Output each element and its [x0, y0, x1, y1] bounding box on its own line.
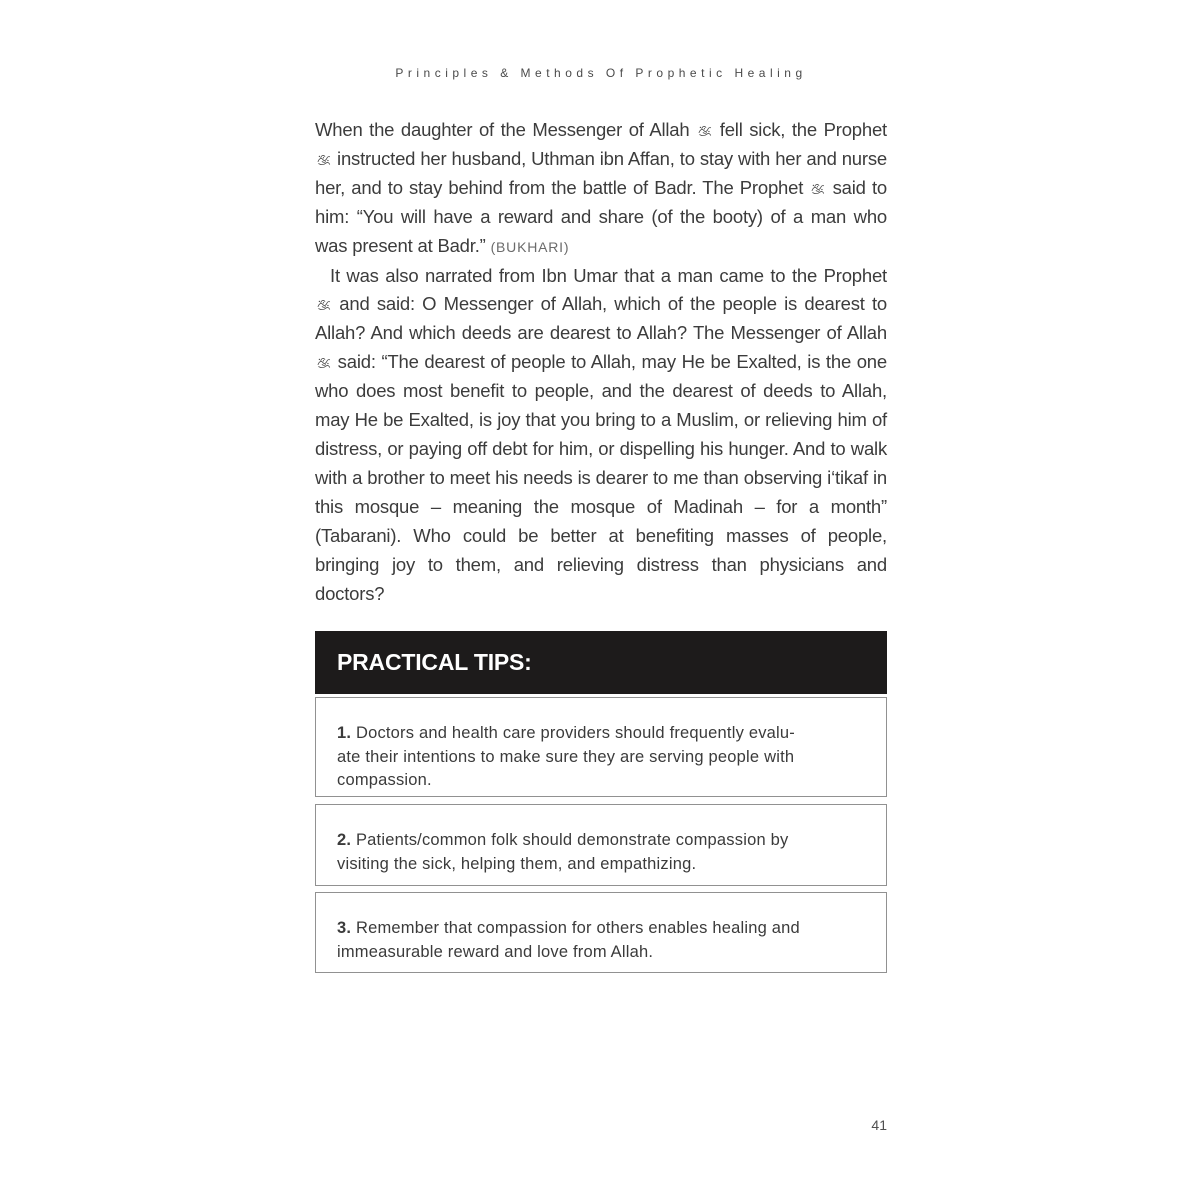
running-header: Principles & Methods Of Prophetic Healing: [395, 66, 807, 80]
body-paragraph-1: [315, 116, 887, 262]
text-line: [337, 722, 866, 746]
text-line: [337, 917, 866, 941]
page-number: 41: [871, 1117, 887, 1133]
text-run: It was also narrated from Ibn Umar that a man came to the Prophet: [330, 264, 887, 286]
text-run: Remember that compassion for others enables healing and: [351, 919, 800, 937]
text-run: Patients/common folk should demonstrate compassion by: [351, 831, 789, 849]
text-run: Doctors and health care providers should frequently evalu-: [351, 724, 795, 742]
text-run: said to him: “You will have a reward and share (of the booty) of a man who was present at Badr.”: [315, 176, 887, 256]
pbuh-icon: [316, 153, 331, 166]
text-line: [337, 746, 866, 770]
practical-tips-header-bar: [315, 631, 887, 694]
text-line: [337, 769, 866, 793]
tip-item-1: [315, 697, 887, 797]
pbuh-icon: [810, 182, 825, 195]
tip-number: 1.: [337, 724, 352, 742]
body-text-block: [315, 116, 887, 608]
text-run: ate their intentions to make sure they are serving people with: [337, 747, 795, 766]
text-line: [337, 829, 866, 853]
text-line: [337, 853, 866, 877]
text-line: [337, 941, 866, 965]
tip-number: 2.: [337, 831, 352, 849]
text-run: immeasurable reward and love from Allah.: [337, 942, 654, 961]
tip-item-2: [315, 804, 887, 886]
tip-number: 3.: [337, 919, 352, 937]
tip-item-3: [315, 892, 887, 973]
text-run: and said: O Messenger of Allah, which of the people is dearest to Allah? And which deeds are dearest to Allah? The Messenger of Allah: [315, 293, 887, 344]
text-run: visiting the sick, helping them, and empathizing.: [337, 854, 697, 873]
text-run: fell sick, the Prophet: [713, 119, 888, 140]
text-run: said: “The dearest of people to Allah, may He be Exalted, is the one who does most benefit to people, and the dearest of deeds to Allah, may He be Exalted, is joy that you bring to a Muslim, or relieving him of distress, or paying off debt for him, or dispelling his hunger. And to walk with a brother to meet his needs is dearer to me than observing i‘tikaf in this mosque – meaning the mosque of Madinah – for a month” (Tabarani). Who could be better at benefiting masses of people, bringing joy to them, and relieving distress than physicians and doctors?: [315, 351, 887, 604]
text-run: compassion.: [337, 771, 432, 789]
practical-tips-list: [315, 697, 887, 973]
pbuh-icon: [697, 124, 712, 137]
text-run: When the daughter of the Messenger of Allah: [315, 119, 697, 140]
body-paragraph-2: [315, 262, 887, 609]
pbuh-icon: [316, 356, 331, 369]
pbuh-icon: [316, 298, 331, 311]
practical-tips-title: PRACTICAL TIPS:: [337, 649, 532, 675]
text-run: instructed her husband, Uthman ibn Affan, to stay with her and nurse her, and to stay behind from the battle of Badr. The Prophet: [315, 147, 887, 198]
citation: (BUKHARI): [490, 238, 570, 255]
